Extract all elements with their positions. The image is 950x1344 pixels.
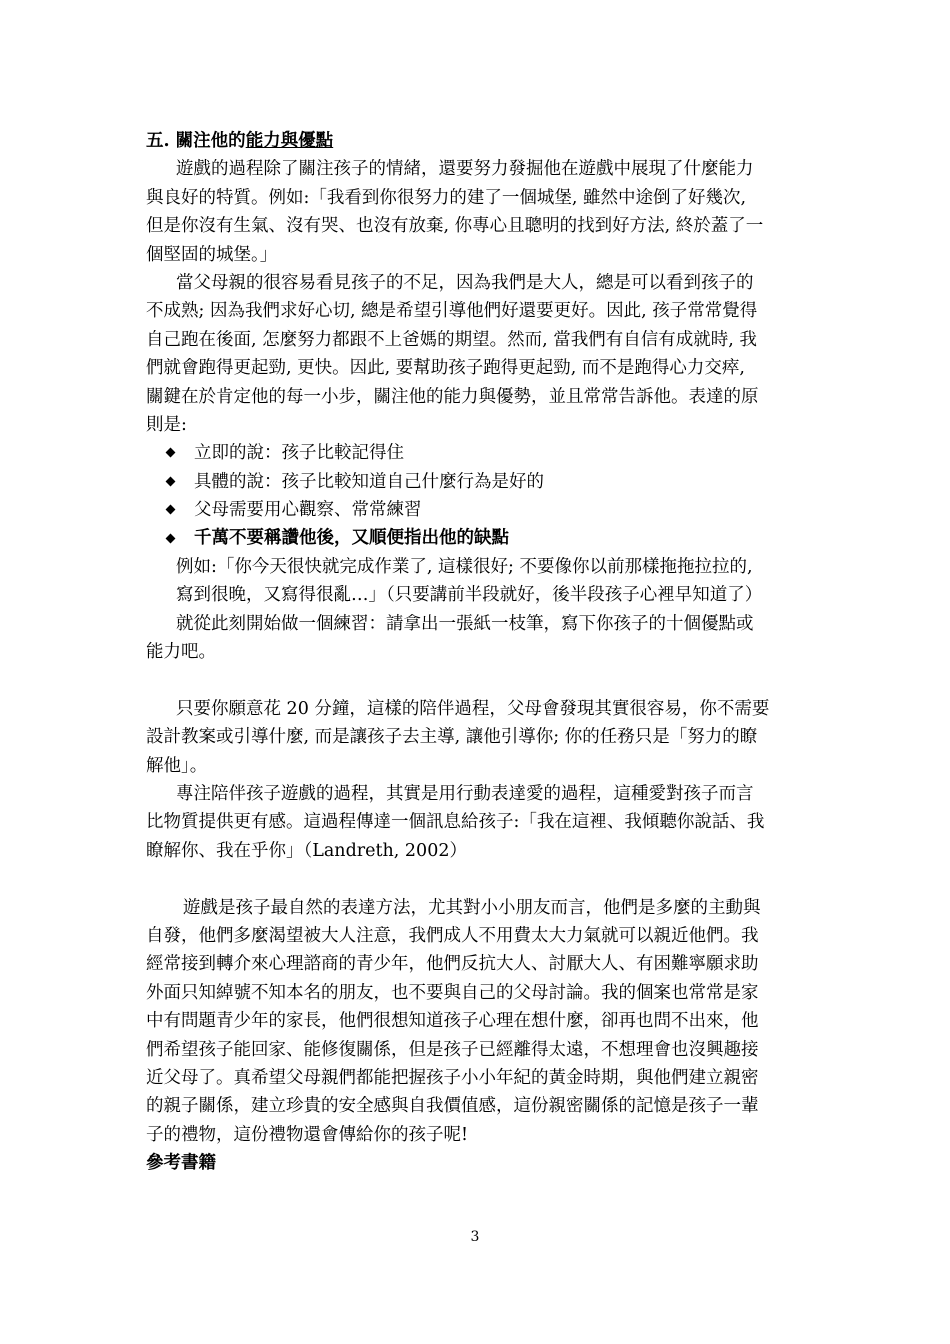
text-line: 就從此刻開始做一個練習：請拿出一張紙一枝筆，寫下你孩子的十個優點或: [176, 613, 754, 634]
text-line: 解他」。: [146, 755, 208, 776]
text-line: 當父母親的很容易看見孩子的不足，因為我們是大人，總是可以看到孩子的: [176, 272, 754, 293]
paragraph-abilities-intro: [146, 155, 810, 269]
list-item-text: 具體的說：孩子比較知道自己什麼行為是好的: [194, 471, 544, 492]
list-item: [146, 496, 810, 524]
list-item: [146, 439, 810, 467]
paragraph-twenty-minutes: [146, 695, 810, 780]
list-item-text: 父母需要用心觀察、常常練習: [194, 500, 422, 521]
text-line: 寫到很晚，又寫得很亂…」（只要講前半段就好，後半段孩子心裡早知道了）: [176, 585, 763, 606]
list-item: [146, 524, 810, 552]
page-number: 3: [470, 1229, 480, 1245]
text-line: 例如:「你今天很快就完成作業了, 這樣很好; 不要像你以前那樣拖拖拉拉的,: [176, 556, 753, 577]
list-item: [146, 468, 810, 496]
text-line: 設計教案或引導什麼, 而是讓孩子去主導, 讓他引導你; 你的任務只是「努力的瞭: [146, 727, 758, 748]
text-line: 子的禮物，這份禮物還會傳給你的孩子呢!: [146, 1124, 469, 1145]
list-item-text: 立即的說：孩子比較記得住: [194, 443, 404, 464]
text-line: 們希望孩子能回家、能修復關係，但是孩子已經離得太遠，不想理會也沒興趣接: [146, 1039, 759, 1060]
blank-line: [146, 865, 810, 893]
text-line: 則是:: [146, 414, 187, 435]
paragraph-parents-view: [146, 269, 810, 439]
text-line: 外面只知綽號不知本名的朋友，也不要與自己的父母討論。我的個案也常常是家: [146, 982, 759, 1003]
section-heading: [146, 127, 810, 155]
section-heading-prefix: 五. 關注他的: [146, 131, 246, 151]
text-line: 能力吧。: [146, 642, 216, 663]
principles-list: [146, 439, 810, 553]
text-line: 比物質提供更有感。這過程傳達一個訊息給孩子:「我在這裡、我傾聽你說話、我: [146, 812, 765, 833]
text-line: 遊戲的過程除了關注孩子的情緒，還要努力發掘他在遊戲中展現了什麼能力: [176, 159, 754, 180]
references-heading: 參考書籍: [146, 1153, 216, 1174]
text-line: 遊戲是孩子最自然的表達方法，尤其對小小朋友而言，他們是多麼的主動與: [183, 897, 761, 918]
text-line: 中有問題青少年的家長，他們很想知道孩子心理在想什麼，卻再也問不出來，他: [146, 1011, 759, 1032]
text-line: 經常接到轉介來心理諮商的青少年，他們反抗大人、討厭大人、有困難寧願求助: [146, 954, 759, 975]
text-line: 與良好的特質。例如:「我看到你很努力的建了一個城堡, 雖然中途倒了好幾次,: [146, 187, 747, 208]
text-line: 但是你沒有生氣、沒有哭、也沒有放棄, 你專心且聰明的找到好方法, 終於蓋了一: [146, 216, 764, 237]
text-line: 關鍵在於肯定他的每一小步，關注他的能力與優勢，並且常常告訴他。表達的原: [146, 386, 759, 407]
paragraph-focused-play: [146, 780, 810, 865]
text-line: 的親子關係，建立珍貴的安全感與自我價值感，這份親密關係的記憶是孩子一輩: [146, 1096, 759, 1117]
blank-line: [146, 666, 810, 694]
text-line: 個堅固的城堡。」: [146, 244, 278, 265]
text-line: 自發，他們多麼渴望被大人注意，我們成人不用費太大力氣就可以親近他們。我: [146, 925, 759, 946]
text-line: 只要你願意花 20 分鐘，這樣的陪伴過程，父母會發現其實很容易，你不需要: [176, 698, 770, 719]
page-content: [146, 127, 810, 1177]
paragraph-play-expression: [146, 894, 810, 1150]
text-line: 自己跑在後面, 怎麼努力都跟不上爸媽的期望。然而, 當我們有自信有成就時, 我: [146, 329, 757, 350]
section-heading-underlined: 能力與優點: [245, 131, 334, 151]
text-line: 專注陪伴孩子遊戲的過程，其實是用行動表達愛的過程，這種愛對孩子而言: [176, 783, 754, 804]
exercise-paragraph: [146, 610, 810, 667]
text-line: 近父母了。真希望父母親們都能把握孩子小小年紀的黃金時期，與他們建立親密: [146, 1067, 759, 1088]
text-line: 瞭解你、我在乎你」（Landreth, 2002）: [146, 840, 467, 861]
list-item-text: 千萬不要稱讚他後，又順便指出他的缺點: [194, 528, 509, 549]
text-line: 不成熟; 因為我們求好心切, 總是希望引導他們好還要更好。因此, 孩子常常覺得: [146, 301, 758, 322]
example-block: [146, 553, 810, 610]
text-line: 們就會跑得更起勁, 更快。因此, 要幫助孩子跑得更起勁, 而不是跑得心力交瘁,: [146, 358, 745, 379]
